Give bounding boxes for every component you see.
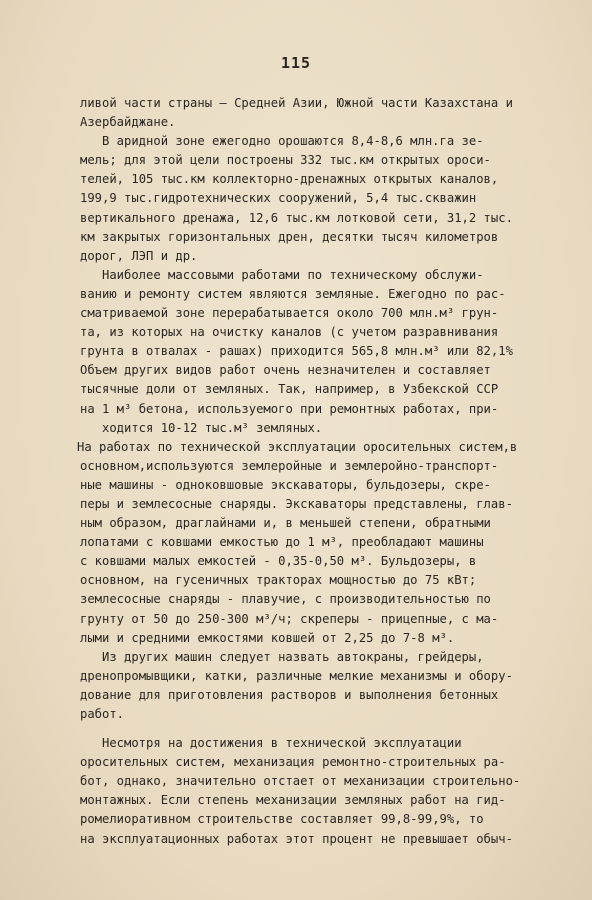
paragraph-2 bbox=[80, 132, 548, 266]
paragraph-gap bbox=[80, 724, 548, 734]
text-line: землесосные снаряды - плавучие, с производительностью по bbox=[80, 592, 491, 607]
text-line: ванию и ремонту систем являются земляные. Ежегодно по рас- bbox=[80, 286, 506, 301]
paragraph-6 bbox=[80, 734, 548, 849]
text-line: работ. bbox=[80, 707, 125, 721]
text-line: Несмотря на достижения в технической эксплуатации bbox=[102, 736, 462, 751]
text-line: на 1 м³ бетона, используемого при ремонтных работах, при- bbox=[80, 401, 499, 416]
text-line: оросительных систем, механизация ремонтно-строительных ра- bbox=[80, 755, 506, 770]
text-line: 199,9 тыс.гидротехнических сооружений, 5,4 тыс.скважин bbox=[80, 191, 477, 206]
page-number: 115 bbox=[280, 54, 312, 72]
text-line: лыми и средними емкостями ковшей от 2,25 до 7-8 м³. bbox=[80, 630, 455, 645]
text-line: с ковшами малых емкостей - 0,35-0,50 м³. Бульдозеры, в bbox=[80, 554, 477, 569]
text-line: Наиболее массовыми работами по техническому обслужи- bbox=[102, 267, 484, 282]
text-line: лопатами с ковшами емкостью до 1 м³, преобладают машины bbox=[80, 535, 484, 550]
paragraph-1 bbox=[80, 94, 548, 132]
text-line: перы и землесосные снаряды. Экскаваторы представлены, глав- bbox=[80, 496, 513, 511]
paragraph-3 bbox=[80, 266, 548, 438]
paragraph-5 bbox=[80, 648, 548, 724]
text-line: телей, 105 тыс.км коллекторно-дренажных открытых каналов, bbox=[80, 172, 499, 187]
page-body bbox=[77, 94, 548, 849]
text-line: сматриваемой зоне перерабатывается около 700 млн.м³ грун- bbox=[80, 306, 499, 321]
text-line: ходится 10-12 тыс.м³ земляных. bbox=[102, 420, 323, 435]
text-line: монтажных. Если степень механизации земляных работ на гид- bbox=[80, 793, 506, 808]
text-line: дование для приготовления растворов и выполнения бетонных bbox=[80, 687, 499, 702]
text-line: ным образом, драглайнами и, в меньшей степени, обратными bbox=[80, 516, 491, 531]
text-line: грунту от 50 до 250-300 м³/ч; скреперы - прицепные, с ма- bbox=[80, 611, 499, 626]
text-line: основном,используются землеройные и землеройно-транспорт- bbox=[80, 458, 499, 473]
text-line: Объем других видов работ очень незначителен и составляет bbox=[80, 363, 491, 378]
text-line: та, из которых на очистку каналов (с учетом разравнивания bbox=[80, 325, 499, 340]
text-line: основном, на гусеничных тракторах мощностью до 75 кВт; bbox=[80, 573, 477, 588]
text-line: грунта в отвалах - рашах) приходится 565,8 млн.м³ или 82,1% bbox=[80, 344, 513, 359]
text-line: В аридной зоне ежегодно орошаются 8,4-8,6 млн.га зе- bbox=[102, 134, 484, 149]
text-line: ные машины - одноковшовые экскаваторы, бульдозеры, скре- bbox=[80, 477, 491, 492]
text-line: На работах по технической эксплуатации оросительных систем,в bbox=[77, 439, 518, 454]
text-line: мель; для этой цели построены 332 тыс.км открытых ороси- bbox=[80, 153, 491, 168]
text-line: дорог, ЛЭП и др. bbox=[80, 248, 198, 263]
paragraph-4 bbox=[77, 438, 548, 648]
text-line: ромелиоративном строительстве составляет 99,8-99,9%, то bbox=[80, 812, 484, 827]
text-line: Из других машин следует назвать автокраны, грейдеры, bbox=[102, 649, 484, 664]
text-line: Азербайджане. bbox=[80, 115, 176, 130]
text-line: тысячные доли от земляных. Так, например, в Узбекской ССР bbox=[80, 382, 499, 397]
text-line: дренопромывщики, катки, различные мелкие механизмы и обору- bbox=[80, 668, 513, 683]
text-line: на эксплуатационных работах этот процент не превышает обыч- bbox=[80, 831, 513, 846]
text-line: вертикального дренажа, 12,6 тыс.км лотковой сети, 31,2 тыс. bbox=[80, 210, 513, 225]
text-line: бот, однако, значительно отстает от механизации строительно- bbox=[80, 774, 521, 789]
text-line: км закрытых горизонтальных дрен, десятки тысяч километров bbox=[80, 229, 499, 244]
text-line: ливой части страны — Средней Азии, Южной части Казахстана и bbox=[80, 96, 513, 110]
